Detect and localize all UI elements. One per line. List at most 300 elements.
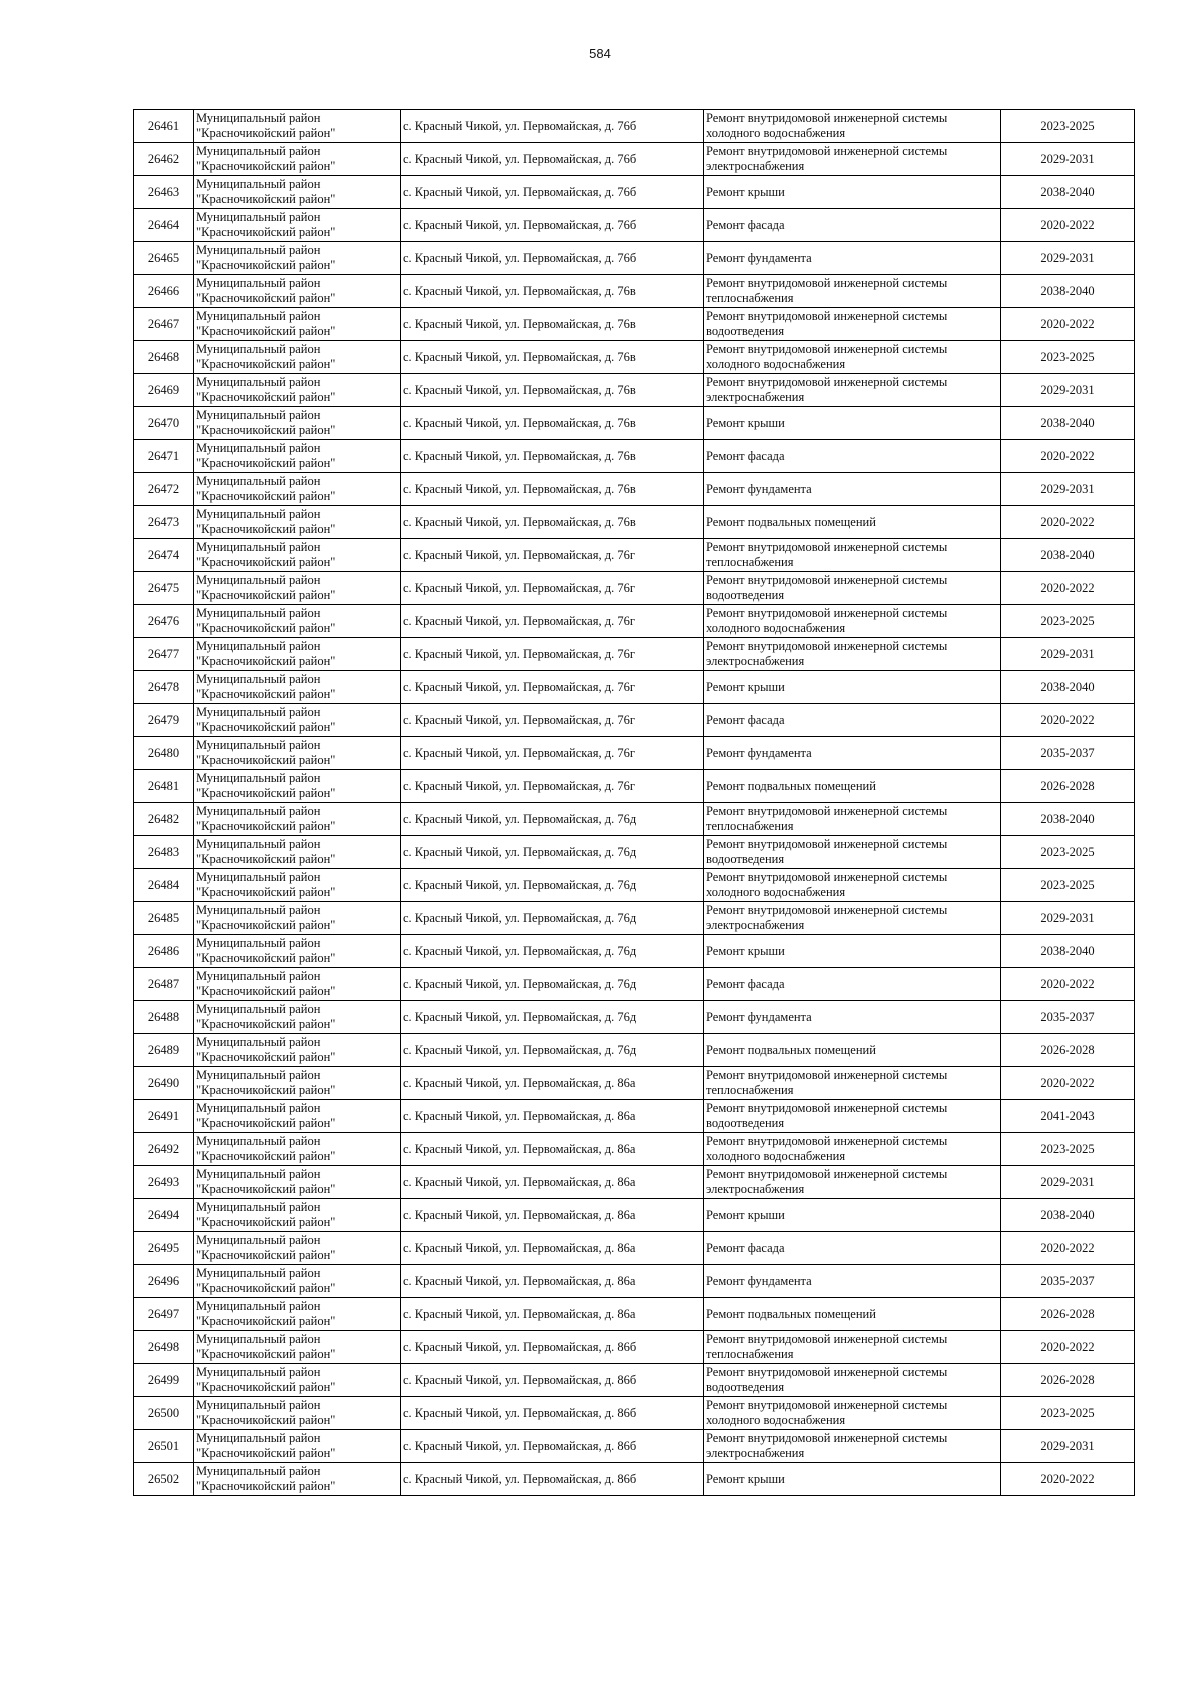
municipality-line: Муниципальный район bbox=[196, 1365, 321, 1379]
municipality-line: "Красночикойский район" bbox=[196, 324, 336, 338]
table-row bbox=[134, 968, 1135, 1001]
municipality-line: "Красночикойский район" bbox=[196, 786, 336, 800]
municipality-line: "Красночикойский район" bbox=[196, 1182, 336, 1196]
work-type-cell: Ремонт подвальных помещений bbox=[704, 1298, 1001, 1331]
row-number-cell: 26502 bbox=[134, 1463, 194, 1496]
municipality-cell bbox=[194, 506, 401, 539]
table-row bbox=[134, 341, 1135, 374]
municipality-cell bbox=[194, 869, 401, 902]
period-cell: 2041-2043 bbox=[1001, 1100, 1135, 1133]
municipality-line: "Красночикойский район" bbox=[196, 291, 336, 305]
address-cell: с. Красный Чикой, ул. Первомайская, д. 76в bbox=[401, 341, 704, 374]
address-cell: с. Красный Чикой, ул. Первомайская, д. 76г bbox=[401, 737, 704, 770]
municipality-cell bbox=[194, 572, 401, 605]
row-number-cell: 26483 bbox=[134, 836, 194, 869]
table-body bbox=[134, 110, 1135, 1496]
work-type-cell: Ремонт фундамента bbox=[704, 1265, 1001, 1298]
municipality-line: Муниципальный район bbox=[196, 738, 321, 752]
row-number-cell: 26463 bbox=[134, 176, 194, 209]
row-number-cell: 26462 bbox=[134, 143, 194, 176]
period-cell: 2020-2022 bbox=[1001, 1232, 1135, 1265]
municipality-line: "Красночикойский район" bbox=[196, 1314, 336, 1328]
table-row bbox=[134, 1166, 1135, 1199]
address-cell: с. Красный Чикой, ул. Первомайская, д. 76б bbox=[401, 143, 704, 176]
municipality-cell bbox=[194, 539, 401, 572]
address-cell: с. Красный Чикой, ул. Первомайская, д. 76д bbox=[401, 935, 704, 968]
municipality-cell bbox=[194, 1364, 401, 1397]
row-number-cell: 26499 bbox=[134, 1364, 194, 1397]
table-row bbox=[134, 1199, 1135, 1232]
municipality-cell bbox=[194, 803, 401, 836]
row-number-cell: 26497 bbox=[134, 1298, 194, 1331]
period-cell: 2020-2022 bbox=[1001, 1463, 1135, 1496]
municipality-cell bbox=[194, 407, 401, 440]
municipality-cell bbox=[194, 638, 401, 671]
row-number-cell: 26461 bbox=[134, 110, 194, 143]
municipality-line: "Красночикойский район" bbox=[196, 423, 336, 437]
municipality-line: Муниципальный район bbox=[196, 1233, 321, 1247]
municipality-cell bbox=[194, 1133, 401, 1166]
work-type-cell: Ремонт внутридомовой инженерной системы водоотведения bbox=[704, 1100, 1001, 1133]
address-cell: с. Красный Чикой, ул. Первомайская, д. 76г bbox=[401, 671, 704, 704]
row-number-cell: 26484 bbox=[134, 869, 194, 902]
municipality-line: "Красночикойский район" bbox=[196, 1413, 336, 1427]
address-cell: с. Красный Чикой, ул. Первомайская, д. 76г bbox=[401, 605, 704, 638]
table-row bbox=[134, 275, 1135, 308]
municipality-line: "Красночикойский район" bbox=[196, 918, 336, 932]
municipality-line: "Красночикойский район" bbox=[196, 159, 336, 173]
table-row bbox=[134, 902, 1135, 935]
municipality-line: Муниципальный район bbox=[196, 1332, 321, 1346]
period-cell: 2035-2037 bbox=[1001, 1265, 1135, 1298]
table-row bbox=[134, 671, 1135, 704]
work-type-cell: Ремонт внутридомовой инженерной системы электроснабжения bbox=[704, 902, 1001, 935]
municipality-cell bbox=[194, 440, 401, 473]
municipality-line: Муниципальный район bbox=[196, 243, 321, 257]
work-type-cell: Ремонт фасада bbox=[704, 968, 1001, 1001]
municipality-cell bbox=[194, 671, 401, 704]
period-cell: 2023-2025 bbox=[1001, 869, 1135, 902]
period-cell: 2020-2022 bbox=[1001, 1067, 1135, 1100]
table-row bbox=[134, 209, 1135, 242]
page-number: 584 bbox=[589, 46, 611, 61]
table-row bbox=[134, 1100, 1135, 1133]
period-cell: 2038-2040 bbox=[1001, 539, 1135, 572]
row-number-cell: 26490 bbox=[134, 1067, 194, 1100]
municipality-cell bbox=[194, 1298, 401, 1331]
municipality-line: "Красночикойский район" bbox=[196, 357, 336, 371]
municipality-line: "Красночикойский район" bbox=[196, 1116, 336, 1130]
table-row bbox=[134, 1232, 1135, 1265]
municipality-line: Муниципальный район bbox=[196, 1167, 321, 1181]
municipality-line: "Красночикойский район" bbox=[196, 1017, 336, 1031]
repair-schedule-table bbox=[133, 109, 1135, 1496]
row-number-cell: 26469 bbox=[134, 374, 194, 407]
period-cell: 2035-2037 bbox=[1001, 1001, 1135, 1034]
work-type-cell: Ремонт внутридомовой инженерной системы водоотведения bbox=[704, 1364, 1001, 1397]
row-number-cell: 26485 bbox=[134, 902, 194, 935]
work-type-cell: Ремонт внутридомовой инженерной системы электроснабжения bbox=[704, 1166, 1001, 1199]
table-row bbox=[134, 1265, 1135, 1298]
period-cell: 2029-2031 bbox=[1001, 1166, 1135, 1199]
municipality-cell bbox=[194, 374, 401, 407]
address-cell: с. Красный Чикой, ул. Первомайская, д. 76в bbox=[401, 473, 704, 506]
municipality-line: "Красночикойский район" bbox=[196, 258, 336, 272]
work-type-cell: Ремонт внутридомовой инженерной системы теплоснабжения bbox=[704, 539, 1001, 572]
municipality-cell bbox=[194, 770, 401, 803]
period-cell: 2038-2040 bbox=[1001, 671, 1135, 704]
period-cell: 2035-2037 bbox=[1001, 737, 1135, 770]
municipality-line: "Красночикойский район" bbox=[196, 456, 336, 470]
municipality-cell bbox=[194, 968, 401, 1001]
work-type-cell: Ремонт подвальных помещений bbox=[704, 506, 1001, 539]
work-type-cell: Ремонт внутридомовой инженерной системы водоотведения bbox=[704, 572, 1001, 605]
municipality-cell bbox=[194, 308, 401, 341]
period-cell: 2020-2022 bbox=[1001, 506, 1135, 539]
table-row bbox=[134, 1298, 1135, 1331]
period-cell: 2038-2040 bbox=[1001, 1199, 1135, 1232]
address-cell: с. Красный Чикой, ул. Первомайская, д. 76д bbox=[401, 836, 704, 869]
address-cell: с. Красный Чикой, ул. Первомайская, д. 76в bbox=[401, 275, 704, 308]
municipality-cell bbox=[194, 1232, 401, 1265]
address-cell: с. Красный Чикой, ул. Первомайская, д. 86б bbox=[401, 1364, 704, 1397]
municipality-line: "Красночикойский район" bbox=[196, 951, 336, 965]
municipality-line: "Красночикойский район" bbox=[196, 720, 336, 734]
work-type-cell: Ремонт внутридомовой инженерной системы холодного водоснабжения bbox=[704, 605, 1001, 638]
municipality-line: "Красночикойский район" bbox=[196, 225, 336, 239]
municipality-line: "Красночикойский район" bbox=[196, 1446, 336, 1460]
municipality-line: "Красночикойский район" bbox=[196, 555, 336, 569]
municipality-line: Муниципальный район bbox=[196, 1266, 321, 1280]
municipality-line: Муниципальный район bbox=[196, 936, 321, 950]
row-number-cell: 26488 bbox=[134, 1001, 194, 1034]
address-cell: с. Красный Чикой, ул. Первомайская, д. 76д bbox=[401, 803, 704, 836]
address-cell: с. Красный Чикой, ул. Первомайская, д. 76г bbox=[401, 572, 704, 605]
period-cell: 2023-2025 bbox=[1001, 341, 1135, 374]
table-row bbox=[134, 1331, 1135, 1364]
municipality-line: "Красночикойский район" bbox=[196, 1050, 336, 1064]
work-type-cell: Ремонт подвальных помещений bbox=[704, 1034, 1001, 1067]
address-cell: с. Красный Чикой, ул. Первомайская, д. 76г bbox=[401, 704, 704, 737]
municipality-line: "Красночикойский район" bbox=[196, 885, 336, 899]
address-cell: с. Красный Чикой, ул. Первомайская, д. 86а bbox=[401, 1298, 704, 1331]
municipality-line: "Красночикойский район" bbox=[196, 984, 336, 998]
period-cell: 2029-2031 bbox=[1001, 473, 1135, 506]
row-number-cell: 26472 bbox=[134, 473, 194, 506]
period-cell: 2023-2025 bbox=[1001, 605, 1135, 638]
municipality-cell bbox=[194, 737, 401, 770]
municipality-line: "Красночикойский район" bbox=[196, 1215, 336, 1229]
row-number-cell: 26489 bbox=[134, 1034, 194, 1067]
municipality-line: Муниципальный район bbox=[196, 177, 321, 191]
municipality-line: "Красночикойский район" bbox=[196, 1380, 336, 1394]
municipality-line: "Красночикойский район" bbox=[196, 753, 336, 767]
table-row bbox=[134, 1397, 1135, 1430]
work-type-cell: Ремонт внутридомовой инженерной системы теплоснабжения bbox=[704, 1331, 1001, 1364]
work-type-cell: Ремонт крыши bbox=[704, 671, 1001, 704]
period-cell: 2029-2031 bbox=[1001, 143, 1135, 176]
municipality-cell bbox=[194, 1001, 401, 1034]
work-type-cell: Ремонт фундамента bbox=[704, 473, 1001, 506]
row-number-cell: 26470 bbox=[134, 407, 194, 440]
address-cell: с. Красный Чикой, ул. Первомайская, д. 76д bbox=[401, 869, 704, 902]
address-cell: с. Красный Чикой, ул. Первомайская, д. 76г bbox=[401, 539, 704, 572]
address-cell: с. Красный Чикой, ул. Первомайская, д. 86а bbox=[401, 1067, 704, 1100]
address-cell: с. Красный Чикой, ул. Первомайская, д. 76в bbox=[401, 374, 704, 407]
table-row bbox=[134, 110, 1135, 143]
municipality-cell bbox=[194, 341, 401, 374]
municipality-cell bbox=[194, 704, 401, 737]
municipality-cell bbox=[194, 1034, 401, 1067]
row-number-cell: 26494 bbox=[134, 1199, 194, 1232]
table-row bbox=[134, 572, 1135, 605]
row-number-cell: 26493 bbox=[134, 1166, 194, 1199]
row-number-cell: 26471 bbox=[134, 440, 194, 473]
work-type-cell: Ремонт крыши bbox=[704, 1463, 1001, 1496]
row-number-cell: 26481 bbox=[134, 770, 194, 803]
row-number-cell: 26467 bbox=[134, 308, 194, 341]
period-cell: 2029-2031 bbox=[1001, 902, 1135, 935]
period-cell: 2026-2028 bbox=[1001, 770, 1135, 803]
municipality-line: "Красночикойский район" bbox=[196, 1149, 336, 1163]
table-row bbox=[134, 1034, 1135, 1067]
work-type-cell: Ремонт внутридомовой инженерной системы водоотведения bbox=[704, 308, 1001, 341]
period-cell: 2038-2040 bbox=[1001, 803, 1135, 836]
municipality-line: Муниципальный район bbox=[196, 1464, 321, 1478]
table-row bbox=[134, 1067, 1135, 1100]
municipality-line: Муниципальный район bbox=[196, 672, 321, 686]
address-cell: с. Красный Чикой, ул. Первомайская, д. 76б bbox=[401, 209, 704, 242]
municipality-cell bbox=[194, 935, 401, 968]
row-number-cell: 26495 bbox=[134, 1232, 194, 1265]
table-row bbox=[134, 440, 1135, 473]
work-type-cell: Ремонт фасада bbox=[704, 704, 1001, 737]
table-row bbox=[134, 869, 1135, 902]
period-cell: 2029-2031 bbox=[1001, 242, 1135, 275]
period-cell: 2038-2040 bbox=[1001, 275, 1135, 308]
municipality-line: Муниципальный район bbox=[196, 441, 321, 455]
row-number-cell: 26491 bbox=[134, 1100, 194, 1133]
address-cell: с. Красный Чикой, ул. Первомайская, д. 86а bbox=[401, 1133, 704, 1166]
table-row bbox=[134, 638, 1135, 671]
address-cell: с. Красный Чикой, ул. Первомайская, д. 76в bbox=[401, 308, 704, 341]
work-type-cell: Ремонт внутридомовой инженерной системы теплоснабжения bbox=[704, 1067, 1001, 1100]
municipality-cell bbox=[194, 1463, 401, 1496]
period-cell: 2023-2025 bbox=[1001, 1133, 1135, 1166]
period-cell: 2029-2031 bbox=[1001, 374, 1135, 407]
municipality-cell bbox=[194, 143, 401, 176]
municipality-line: Муниципальный район bbox=[196, 210, 321, 224]
address-cell: с. Красный Чикой, ул. Первомайская, д. 76д bbox=[401, 1034, 704, 1067]
table-row bbox=[134, 242, 1135, 275]
period-cell: 2020-2022 bbox=[1001, 968, 1135, 1001]
work-type-cell: Ремонт внутридомовой инженерной системы электроснабжения bbox=[704, 374, 1001, 407]
municipality-cell bbox=[194, 176, 401, 209]
municipality-line: Муниципальный район bbox=[196, 870, 321, 884]
municipality-line: Муниципальный район bbox=[196, 1398, 321, 1412]
municipality-line: Муниципальный район bbox=[196, 144, 321, 158]
municipality-line: Муниципальный район bbox=[196, 1101, 321, 1115]
municipality-line: Муниципальный район bbox=[196, 903, 321, 917]
work-type-cell: Ремонт крыши bbox=[704, 176, 1001, 209]
table-row bbox=[134, 1001, 1135, 1034]
municipality-line: "Красночикойский район" bbox=[196, 819, 336, 833]
work-type-cell: Ремонт фасада bbox=[704, 1232, 1001, 1265]
municipality-cell bbox=[194, 1265, 401, 1298]
row-number-cell: 26477 bbox=[134, 638, 194, 671]
work-type-cell: Ремонт внутридомовой инженерной системы холодного водоснабжения bbox=[704, 1397, 1001, 1430]
period-cell: 2020-2022 bbox=[1001, 440, 1135, 473]
address-cell: с. Красный Чикой, ул. Первомайская, д. 76б bbox=[401, 110, 704, 143]
table-row bbox=[134, 506, 1135, 539]
municipality-line: "Красночикойский район" bbox=[196, 1281, 336, 1295]
municipality-line: Муниципальный район bbox=[196, 276, 321, 290]
table-row bbox=[134, 704, 1135, 737]
municipality-line: "Красночикойский район" bbox=[196, 621, 336, 635]
row-number-cell: 26476 bbox=[134, 605, 194, 638]
period-cell: 2026-2028 bbox=[1001, 1298, 1135, 1331]
municipality-line: "Красночикойский район" bbox=[196, 588, 336, 602]
address-cell: с. Красный Чикой, ул. Первомайская, д. 76д bbox=[401, 1001, 704, 1034]
period-cell: 2029-2031 bbox=[1001, 1430, 1135, 1463]
address-cell: с. Красный Чикой, ул. Первомайская, д. 76в bbox=[401, 440, 704, 473]
period-cell: 2020-2022 bbox=[1001, 209, 1135, 242]
row-number-cell: 26487 bbox=[134, 968, 194, 1001]
municipality-line: Муниципальный район bbox=[196, 1299, 321, 1313]
municipality-cell bbox=[194, 1067, 401, 1100]
table-row bbox=[134, 1430, 1135, 1463]
address-cell: с. Красный Чикой, ул. Первомайская, д. 86б bbox=[401, 1463, 704, 1496]
table-row bbox=[134, 836, 1135, 869]
work-type-cell: Ремонт фасада bbox=[704, 209, 1001, 242]
work-type-cell: Ремонт внутридомовой инженерной системы теплоснабжения bbox=[704, 275, 1001, 308]
municipality-line: Муниципальный район bbox=[196, 408, 321, 422]
period-cell: 2020-2022 bbox=[1001, 704, 1135, 737]
period-cell: 2038-2040 bbox=[1001, 935, 1135, 968]
municipality-cell bbox=[194, 209, 401, 242]
municipality-cell bbox=[194, 110, 401, 143]
municipality-line: Муниципальный район bbox=[196, 1431, 321, 1445]
address-cell: с. Красный Чикой, ул. Первомайская, д. 86б bbox=[401, 1430, 704, 1463]
row-number-cell: 26482 bbox=[134, 803, 194, 836]
municipality-cell bbox=[194, 275, 401, 308]
municipality-line: Муниципальный район bbox=[196, 705, 321, 719]
address-cell: с. Красный Чикой, ул. Первомайская, д. 86а bbox=[401, 1166, 704, 1199]
row-number-cell: 26465 bbox=[134, 242, 194, 275]
municipality-line: "Красночикойский район" bbox=[196, 1083, 336, 1097]
address-cell: с. Красный Чикой, ул. Первомайская, д. 86а bbox=[401, 1199, 704, 1232]
address-cell: с. Красный Чикой, ул. Первомайская, д. 76в bbox=[401, 407, 704, 440]
work-type-cell: Ремонт фундамента bbox=[704, 1001, 1001, 1034]
row-number-cell: 26464 bbox=[134, 209, 194, 242]
table-row bbox=[134, 935, 1135, 968]
work-type-cell: Ремонт внутридомовой инженерной системы холодного водоснабжения bbox=[704, 110, 1001, 143]
row-number-cell: 26478 bbox=[134, 671, 194, 704]
municipality-line: "Красночикойский район" bbox=[196, 126, 336, 140]
municipality-cell bbox=[194, 473, 401, 506]
table-row bbox=[134, 1364, 1135, 1397]
period-cell: 2023-2025 bbox=[1001, 110, 1135, 143]
address-cell: с. Красный Чикой, ул. Первомайская, д. 86б bbox=[401, 1397, 704, 1430]
row-number-cell: 26474 bbox=[134, 539, 194, 572]
municipality-cell bbox=[194, 605, 401, 638]
row-number-cell: 26468 bbox=[134, 341, 194, 374]
work-type-cell: Ремонт фундамента bbox=[704, 737, 1001, 770]
period-cell: 2038-2040 bbox=[1001, 407, 1135, 440]
work-type-cell: Ремонт крыши bbox=[704, 407, 1001, 440]
municipality-line: "Красночикойский район" bbox=[196, 852, 336, 866]
period-cell: 2020-2022 bbox=[1001, 308, 1135, 341]
table-row bbox=[134, 1133, 1135, 1166]
period-cell: 2029-2031 bbox=[1001, 638, 1135, 671]
address-cell: с. Красный Чикой, ул. Первомайская, д. 76д bbox=[401, 902, 704, 935]
municipality-cell bbox=[194, 902, 401, 935]
row-number-cell: 26501 bbox=[134, 1430, 194, 1463]
address-cell: с. Красный Чикой, ул. Первомайская, д. 76г bbox=[401, 638, 704, 671]
period-cell: 2020-2022 bbox=[1001, 572, 1135, 605]
municipality-cell bbox=[194, 1100, 401, 1133]
address-cell: с. Красный Чикой, ул. Первомайская, д. 86а bbox=[401, 1265, 704, 1298]
address-cell: с. Красный Чикой, ул. Первомайская, д. 86а bbox=[401, 1232, 704, 1265]
row-number-cell: 26466 bbox=[134, 275, 194, 308]
address-cell: с. Красный Чикой, ул. Первомайская, д. 76г bbox=[401, 770, 704, 803]
work-type-cell: Ремонт фундамента bbox=[704, 242, 1001, 275]
municipality-line: "Красночикойский район" bbox=[196, 390, 336, 404]
municipality-cell bbox=[194, 836, 401, 869]
municipality-line: "Красночикойский район" bbox=[196, 1479, 336, 1493]
municipality-cell bbox=[194, 1331, 401, 1364]
work-type-cell: Ремонт крыши bbox=[704, 935, 1001, 968]
work-type-cell: Ремонт крыши bbox=[704, 1199, 1001, 1232]
period-cell: 2026-2028 bbox=[1001, 1364, 1135, 1397]
row-number-cell: 26479 bbox=[134, 704, 194, 737]
period-cell: 2020-2022 bbox=[1001, 1331, 1135, 1364]
table-row bbox=[134, 1463, 1135, 1496]
municipality-line: "Красночикойский район" bbox=[196, 654, 336, 668]
table-row bbox=[134, 176, 1135, 209]
table-row bbox=[134, 374, 1135, 407]
row-number-cell: 26473 bbox=[134, 506, 194, 539]
municipality-line: Муниципальный район bbox=[196, 573, 321, 587]
municipality-line: Муниципальный район bbox=[196, 1134, 321, 1148]
municipality-cell bbox=[194, 1430, 401, 1463]
municipality-line: Муниципальный район bbox=[196, 1002, 321, 1016]
table-row bbox=[134, 803, 1135, 836]
address-cell: с. Красный Чикой, ул. Первомайская, д. 86а bbox=[401, 1100, 704, 1133]
table-row bbox=[134, 770, 1135, 803]
municipality-line: "Красночикойский район" bbox=[196, 1248, 336, 1262]
address-cell: с. Красный Чикой, ул. Первомайская, д. 76д bbox=[401, 968, 704, 1001]
work-type-cell: Ремонт подвальных помещений bbox=[704, 770, 1001, 803]
municipality-line: Муниципальный район bbox=[196, 969, 321, 983]
address-cell: с. Красный Чикой, ул. Первомайская, д. 76б bbox=[401, 176, 704, 209]
municipality-line: Муниципальный район bbox=[196, 342, 321, 356]
work-type-cell: Ремонт внутридомовой инженерной системы холодного водоснабжения bbox=[704, 1133, 1001, 1166]
period-cell: 2023-2025 bbox=[1001, 1397, 1135, 1430]
municipality-line: "Красночикойский район" bbox=[196, 1347, 336, 1361]
row-number-cell: 26492 bbox=[134, 1133, 194, 1166]
municipality-line: Муниципальный район bbox=[196, 375, 321, 389]
table-row bbox=[134, 737, 1135, 770]
municipality-line: Муниципальный район bbox=[196, 606, 321, 620]
address-cell: с. Красный Чикой, ул. Первомайская, д. 76б bbox=[401, 242, 704, 275]
municipality-line: "Красночикойский район" bbox=[196, 522, 336, 536]
municipality-line: Муниципальный район bbox=[196, 111, 321, 125]
municipality-line: Муниципальный район bbox=[196, 804, 321, 818]
table-row bbox=[134, 143, 1135, 176]
work-type-cell: Ремонт внутридомовой инженерной системы электроснабжения bbox=[704, 143, 1001, 176]
row-number-cell: 26498 bbox=[134, 1331, 194, 1364]
